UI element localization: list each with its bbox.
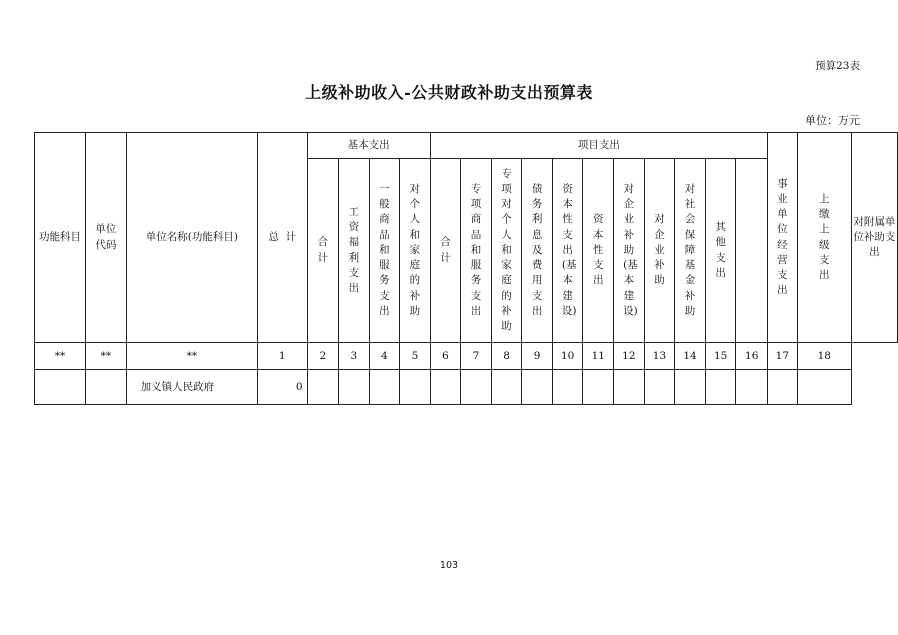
cell-basic-sum [307,370,339,405]
header-proj-social: 对社会保障基金补助 [675,159,706,343]
cell-basic-goods [369,370,400,405]
cell-proj-other [705,370,736,405]
header-func-subject: 功能科目 [35,133,86,343]
cell-proj-enterprise-build [614,370,645,405]
index-row [35,343,898,370]
header-proj-sum: 合计 [430,159,461,343]
header-project-group: 项目支出 [430,133,767,159]
cell-basic-wage [339,370,370,405]
cell-affiliated [797,370,851,405]
header-proj-capital: 资本性支出 [583,159,614,343]
header-proj-goods: 专项商品和服务支出 [461,159,492,343]
index-cell: 18 [797,343,851,370]
index-cell: 14 [675,343,706,370]
page-number: 103 [439,560,459,571]
header-business-ops: 事业单位经营支出 [768,133,798,343]
index-cell: 17 [768,343,798,370]
header-basic-wage: 工资福利支出 [339,159,370,343]
cell-unit-code [86,370,127,405]
cell-proj-capital [583,370,614,405]
cell-remit-upper [768,370,798,405]
index-cell: 16 [736,343,768,370]
cell-proj-capital-build [552,370,583,405]
index-cell: 4 [369,343,400,370]
header-unit-name: 单位名称(功能科目) [126,133,257,343]
index-cell: 6 [430,343,461,370]
table-code: 预算23表 [815,60,860,72]
unit-label: 单位：万元 [805,114,860,127]
header-basic-goods: 一般商品和服务支出 [369,159,400,343]
cell-proj-social [675,370,706,405]
header-proj-enterprise: 对企业补助 [644,159,675,343]
page-title: 上级补助收入-公共财政补助支出预算表 [305,83,593,102]
cell-basic-personal [400,370,431,405]
header-basic-sum: 合计 [307,159,339,343]
cell-business-ops [736,370,768,405]
index-cell: 5 [400,343,431,370]
cell-proj-enterprise [644,370,675,405]
index-cell: 9 [522,343,553,370]
index-cell: 7 [461,343,492,370]
index-cell: ** [86,343,127,370]
header-proj-debt: 债务利息及费用支出 [522,159,553,343]
cell-unit-name: 加义镇人民政府 [126,370,257,405]
header-affiliated: 对附属单位补助支出 [851,133,897,343]
cell-proj-debt [522,370,553,405]
index-cell: 13 [644,343,675,370]
cell-total: 0 [258,370,307,405]
budget-table [34,132,898,405]
index-cell: 8 [491,343,522,370]
header-proj-personal: 专项对个人和家庭的补助 [491,159,522,343]
index-cell: ** [126,343,257,370]
header-proj-other: 其他支出 [705,159,736,343]
header-proj-capital-build: 资本性支出(基本建设) [552,159,583,343]
cell-proj-sum [430,370,461,405]
cell-func-subject [35,370,86,405]
header-basic-group: 基本支出 [307,133,430,159]
index-cell: 3 [339,343,370,370]
cell-proj-goods [461,370,492,405]
index-cell: 15 [705,343,736,370]
header-basic-personal: 对个人和家庭的补助 [400,159,431,343]
index-cell: 2 [307,343,339,370]
index-cell: 12 [614,343,645,370]
header-remit-upper: 上缴上级支出 [797,133,851,343]
cell-proj-personal [491,370,522,405]
header-total: 总 计 [258,133,307,343]
header-proj-enterprise-build: 对企业补助(基本建设) [614,159,645,343]
index-cell: 10 [552,343,583,370]
index-cell: 11 [583,343,614,370]
index-cell: 1 [258,343,307,370]
header-unit-code: 单位代码 [86,133,127,343]
index-cell: ** [35,343,86,370]
table-row [35,370,898,405]
